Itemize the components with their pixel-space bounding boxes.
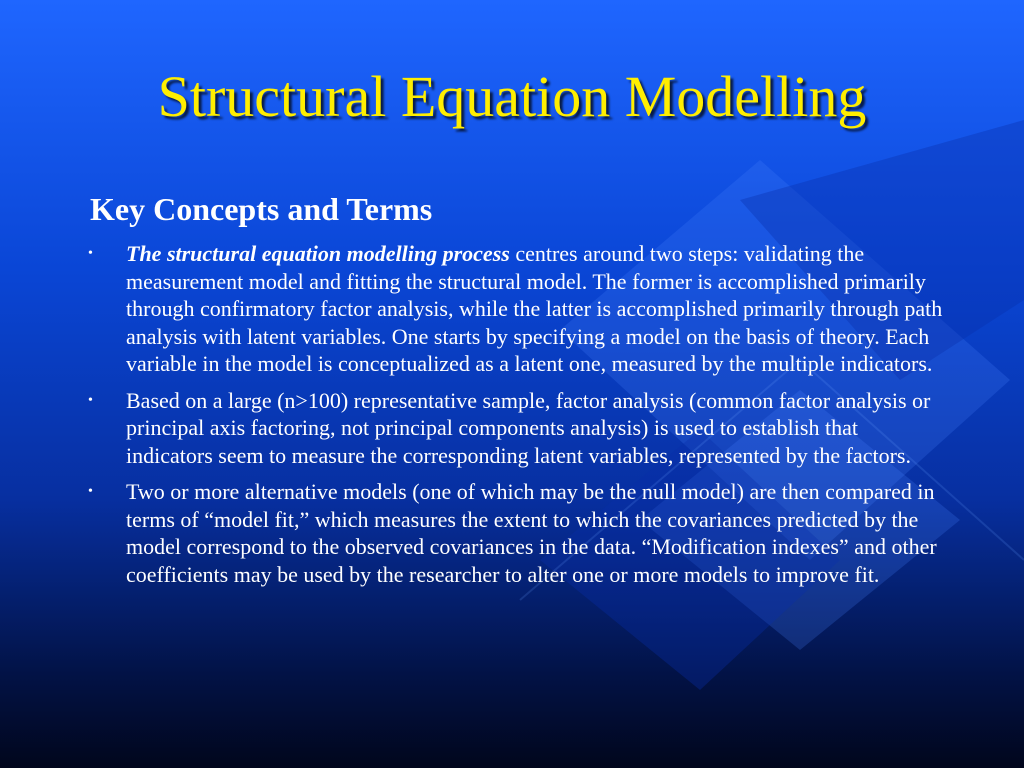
bullet-item [85,478,945,588]
bullet-lead-term: The structural equation modelling process [126,241,510,266]
bullet-list [85,240,945,597]
slide-title: Structural Equation Modelling [157,64,867,129]
bullet-item [85,240,945,378]
bullet-text: Based on a large (n>100) representative sample, factor analysis (common factor analysis or principal axis factoring, not principal components analysis) is used to establish that indicators seem to measure the corresponding latent variables, represented by the factors. [126,387,931,468]
bullet-icon: • [88,246,93,261]
section-subtitle: Key Concepts and Terms [90,191,433,227]
bullet-icon: • [88,392,93,408]
bullet-text: Two or more alternative models (one of which may be the null model) are then compared in terms of “model fit,” which measures the extent to which the covariances predicted by the model correspond to the observed covariances in the data. “Modification indexes” and other coefficients may be used by the researcher to alter one or more models to improve fit. [126,479,937,587]
bullet-text: centres around two steps: validating the measurement model and fitting the structural model. The former is accomplished primarily through confirmatory factor analysis, while the latter is accomplished primarily through path analysis with latent variables. One starts by specifying a model on the basis of theory. Each variable in the model is conceptualized as a latent one, measured by the multiple indicators. [126,241,943,376]
bullet-item [85,387,945,470]
bullet-icon: • [88,484,93,499]
